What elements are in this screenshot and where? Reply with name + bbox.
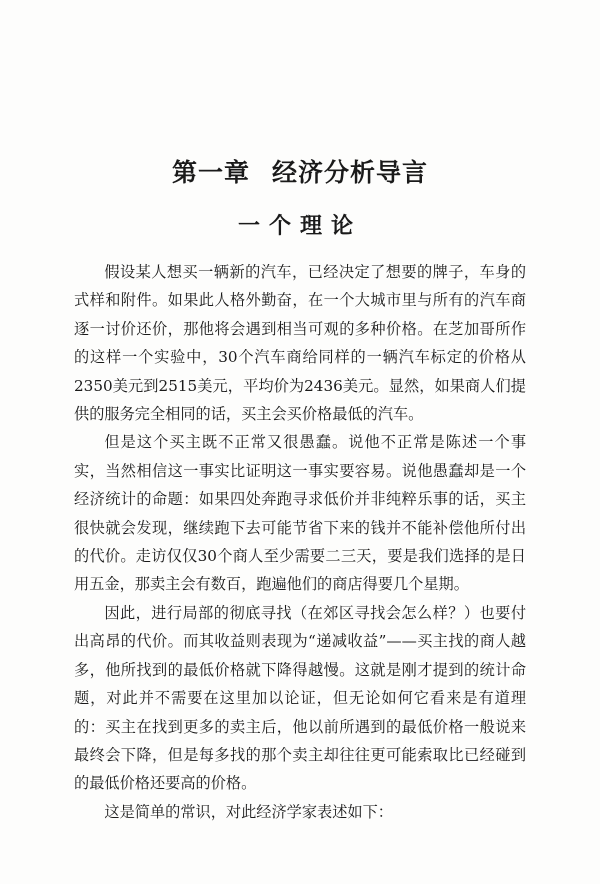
paragraph: 假设某人想买一辆新的汽车，已经决定了想要的牌子，车身的式样和附件。如果此人格外勤奋，在一个大城市里与所有的汽车商逐一讨价还价，那他将会遇到相当可观的多种价格。在芝加哥所作的这样一个实验中，30个汽车商给同样的一辆汽车标定的价格从2350美元到2515美元，平均价为2436美元。显然，如果商人们提供的服务完全相同的话，买主会买价格最低的汽车。 <box>74 263 526 424</box>
section-title: 一个理论 <box>237 213 362 239</box>
chapter-number: 第一章 <box>171 158 250 187</box>
chapter-title <box>0 156 600 190</box>
paragraph: 但是这个买主既不正常又很愚蠢。说他不正常是陈述一个事实，当然相信这一事实比证明这一事实要容易。说他愚蠢却是一个经济统计的命题：如果四处奔跑寻求低价并非纯粹乐事的话，买主很快就会发现，继续跑下去可能节省下来的钱并不能补偿他所付出的代价。走访仅仅30个商人至少需要二三天，要是我们选择的是日用五金，那卖主会有数百，跑遍他们的商店得要几个星期。 <box>74 433 526 594</box>
body-text <box>74 258 526 826</box>
paragraph: 因此，进行局部的彻底寻找（在郊区寻找会怎么样？）也要付出高昂的代价。而其收益则表现为“递减收益”——买主找的商人越多，他所找到的最低价格就下降得越慢。这就是刚才提到的统计命题，对此并不需要在这里加以论证，但无论如何它看来是有道理的：买主在找到更多的卖主后，他以前所遇到的最低价格一般说来最终会下降，但是每多找的那个卖主却往往更可能索取比已经碰到的最低价格还要高的价格。 <box>74 603 526 793</box>
chapter-name: 经济分析导言 <box>272 158 429 187</box>
paragraph: 这是简单的常识，对此经济学家表述如下： <box>104 802 393 821</box>
